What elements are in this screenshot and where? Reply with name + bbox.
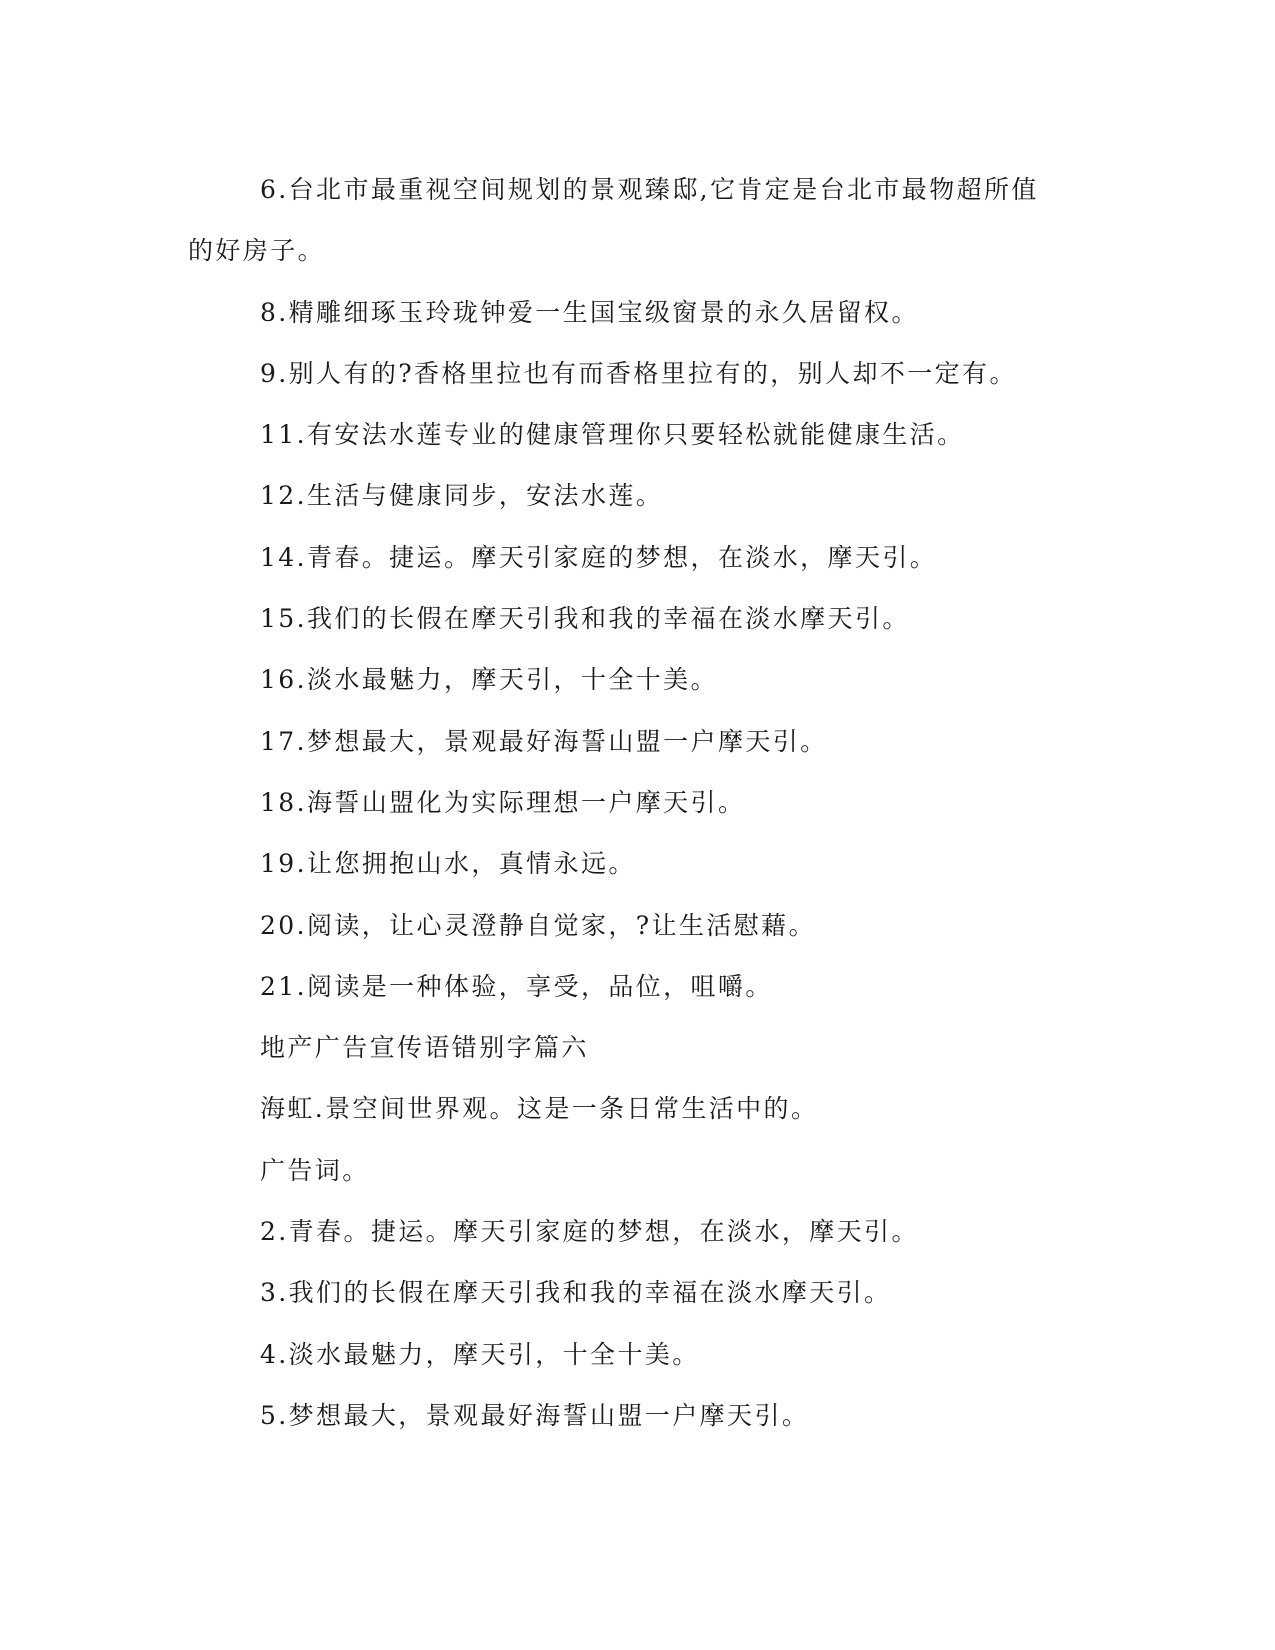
section-heading: 地产广告宣传语错别字篇六 [260,1033,589,1063]
paragraph-line: 12.生活与健康同步，安法水莲。 [260,481,664,511]
paragraph-line: 19.让您拥抱山水，真情永远。 [260,849,636,879]
paragraph-line: 4.淡水最魅力，摩天引，十全十美。 [260,1339,700,1369]
paragraph-line: 20.阅读，让心灵澄静自觉家，?让生活慰藉。 [260,910,816,940]
paragraph-line: 3.我们的长假在摩天引我和我的幸福在淡水摩天引。 [260,1278,892,1308]
paragraph-line: 18.海誓山盟化为实际理想一户摩天引。 [260,787,746,817]
paragraph-line: 2.青春。捷运。摩天引家庭的梦想，在淡水，摩天引。 [260,1217,919,1247]
paragraph-line: 6.台北市最重视空间规划的景观臻邸,它肯定是台北市最物超所值 [260,175,1039,204]
paragraph-line: 9.别人有的?香格里拉也有而香格里拉有的，别人却不一定有。 [260,358,1017,388]
paragraph-line: 21.阅读是一种体验，享受，品位，咀嚼。 [260,971,773,1001]
paragraph-line: 8.精雕细琢玉玲珑钟爱一生国宝级窗景的永久居留权。 [260,297,919,327]
paragraph-line: 14.青春。捷运。摩天引家庭的梦想，在淡水，摩天引。 [260,542,938,572]
paragraph-line: 5.梦想最大，景观最好海誓山盟一户摩天引。 [260,1400,810,1430]
document-body [188,159,1088,1446]
paragraph-line: 海虹.景空间世界观。这是一条日常生活中的。 [260,1094,819,1124]
paragraph-line: 广告词。 [260,1155,370,1185]
paragraph-line: 17.梦想最大，景观最好海誓山盟一户摩天引。 [260,726,828,756]
paragraph-line: 11.有安法水莲专业的健康管理你只要轻松就能健康生活。 [260,420,965,450]
paragraph-line: 15.我们的长假在摩天引我和我的幸福在淡水摩天引。 [260,604,910,634]
paragraph-line: 16.淡水最魅力，摩天引，十全十美。 [260,665,718,695]
paragraph-line: 的好房子。 [188,236,326,266]
